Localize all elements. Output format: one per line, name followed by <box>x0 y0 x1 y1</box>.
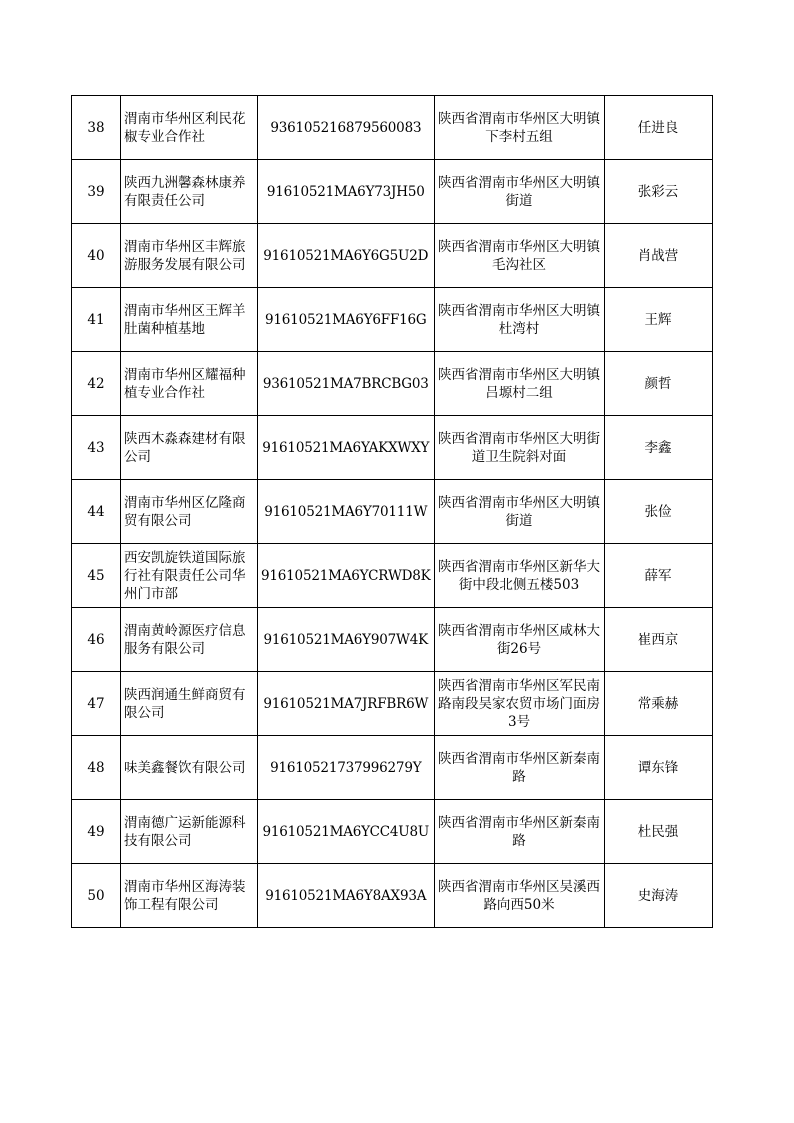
table-row <box>72 96 713 160</box>
credit-code: 93610521MA7BRCBG03 <box>258 352 435 416</box>
company-name: 陕西润通生鲜商贸有限公司 <box>121 672 258 736</box>
credit-code: 91610521MA6YCC4U8U <box>258 800 435 864</box>
table-row <box>72 352 713 416</box>
table-row <box>72 416 713 480</box>
row-number: 47 <box>72 672 121 736</box>
credit-code: 91610521MA6Y6G5U2D <box>258 224 435 288</box>
company-address: 陕西省渭南市华州区咸林大街26号 <box>434 608 604 672</box>
legal-representative: 李鑫 <box>604 416 712 480</box>
legal-representative: 杜民强 <box>604 800 712 864</box>
legal-representative: 颜哲 <box>604 352 712 416</box>
table-row <box>72 608 713 672</box>
row-number: 39 <box>72 160 121 224</box>
company-address: 陕西省渭南市华州区新秦南路 <box>434 736 604 800</box>
row-number: 38 <box>72 96 121 160</box>
credit-code: 93610521687956008З <box>258 96 435 160</box>
table-row <box>72 480 713 544</box>
company-address: 陕西省渭南市华州区大明街道卫生院斜对面 <box>434 416 604 480</box>
company-address: 陕西省渭南市华州区军民南路南段吴家农贸市场门面房3号 <box>434 672 604 736</box>
credit-code: 91610521MA6YAKXWXY <box>258 416 435 480</box>
company-name: 味美鑫餐饮有限公司 <box>121 736 258 800</box>
table-row <box>72 288 713 352</box>
table-row <box>72 864 713 928</box>
company-address: 陕西省渭南市华州区大明镇杜湾村 <box>434 288 604 352</box>
credit-code: 91610521MA6YCRWD8K <box>258 544 435 608</box>
legal-representative: 张俭 <box>604 480 712 544</box>
company-address: 陕西省渭南市华州区新秦南路 <box>434 800 604 864</box>
company-name: 渭南市华州区海涛装饰工程有限公司 <box>121 864 258 928</box>
table-row <box>72 736 713 800</box>
company-name: 渭南市华州区耀福种植专业合作社 <box>121 352 258 416</box>
company-address: 陕西省渭南市华州区大明镇街道 <box>434 480 604 544</box>
row-number: 40 <box>72 224 121 288</box>
table-row <box>72 224 713 288</box>
company-address: 陕西省渭南市华州区大明镇街道 <box>434 160 604 224</box>
table-row <box>72 160 713 224</box>
company-address: 陕西省渭南市华州区吴溪西路向西50米 <box>434 864 604 928</box>
credit-code: 91610521MA6Y73JH50 <box>258 160 435 224</box>
row-number: 41 <box>72 288 121 352</box>
credit-code: 91610521MA6Y70111W <box>258 480 435 544</box>
table-row <box>72 800 713 864</box>
row-number: 44 <box>72 480 121 544</box>
row-number: 43 <box>72 416 121 480</box>
legal-representative: 崔西京 <box>604 608 712 672</box>
legal-representative: 谭东锋 <box>604 736 712 800</box>
legal-representative: 史海涛 <box>604 864 712 928</box>
credit-code: 91610521MA6Y907W4K <box>258 608 435 672</box>
row-number: 45 <box>72 544 121 608</box>
legal-representative: 薛军 <box>604 544 712 608</box>
row-number: 48 <box>72 736 121 800</box>
credit-code: 91610521MA6Y8AX93A <box>258 864 435 928</box>
legal-representative: 张彩云 <box>604 160 712 224</box>
credit-code: 91610521MA7JRFBR6W <box>258 672 435 736</box>
company-name: 陕西九洲馨森林康养有限责任公司 <box>121 160 258 224</box>
company-name: 渭南市华州区亿隆商贸有限公司 <box>121 480 258 544</box>
company-address: 陕西省渭南市华州区大明镇吕塬村二组 <box>434 352 604 416</box>
credit-code: 91610521MA6Y6FF16G <box>258 288 435 352</box>
registry-table-body <box>72 96 713 928</box>
company-name: 陕西木淼森建材有限公司 <box>121 416 258 480</box>
table-row <box>72 544 713 608</box>
legal-representative: 任进良 <box>604 96 712 160</box>
row-number: 49 <box>72 800 121 864</box>
legal-representative: 常乘赫 <box>604 672 712 736</box>
row-number: 50 <box>72 864 121 928</box>
company-address: 陕西省渭南市华州区大明镇毛沟社区 <box>434 224 604 288</box>
company-address: 陕西省渭南市华州区大明镇下李村五组 <box>434 96 604 160</box>
legal-representative: 王辉 <box>604 288 712 352</box>
company-address: 陕西省渭南市华州区新华大街中段北侧五楼503 <box>434 544 604 608</box>
row-number: 42 <box>72 352 121 416</box>
row-number: 46 <box>72 608 121 672</box>
company-name: 渭南德广运新能源科技有限公司 <box>121 800 258 864</box>
legal-representative: 肖战营 <box>604 224 712 288</box>
credit-code: 91610521737996279Y <box>258 736 435 800</box>
company-name: 渭南黄岭源医疗信息服务有限公司 <box>121 608 258 672</box>
registry-table <box>71 95 713 928</box>
company-name: 渭南市华州区丰辉旅游服务发展有限公司 <box>121 224 258 288</box>
company-name: 渭南市华州区王辉羊肚菌种植基地 <box>121 288 258 352</box>
company-name: 西安凯旋铁道国际旅行社有限责任公司华州门市部 <box>121 544 258 608</box>
company-name: 渭南市华州区利民花椒专业合作社 <box>121 96 258 160</box>
table-row <box>72 672 713 736</box>
